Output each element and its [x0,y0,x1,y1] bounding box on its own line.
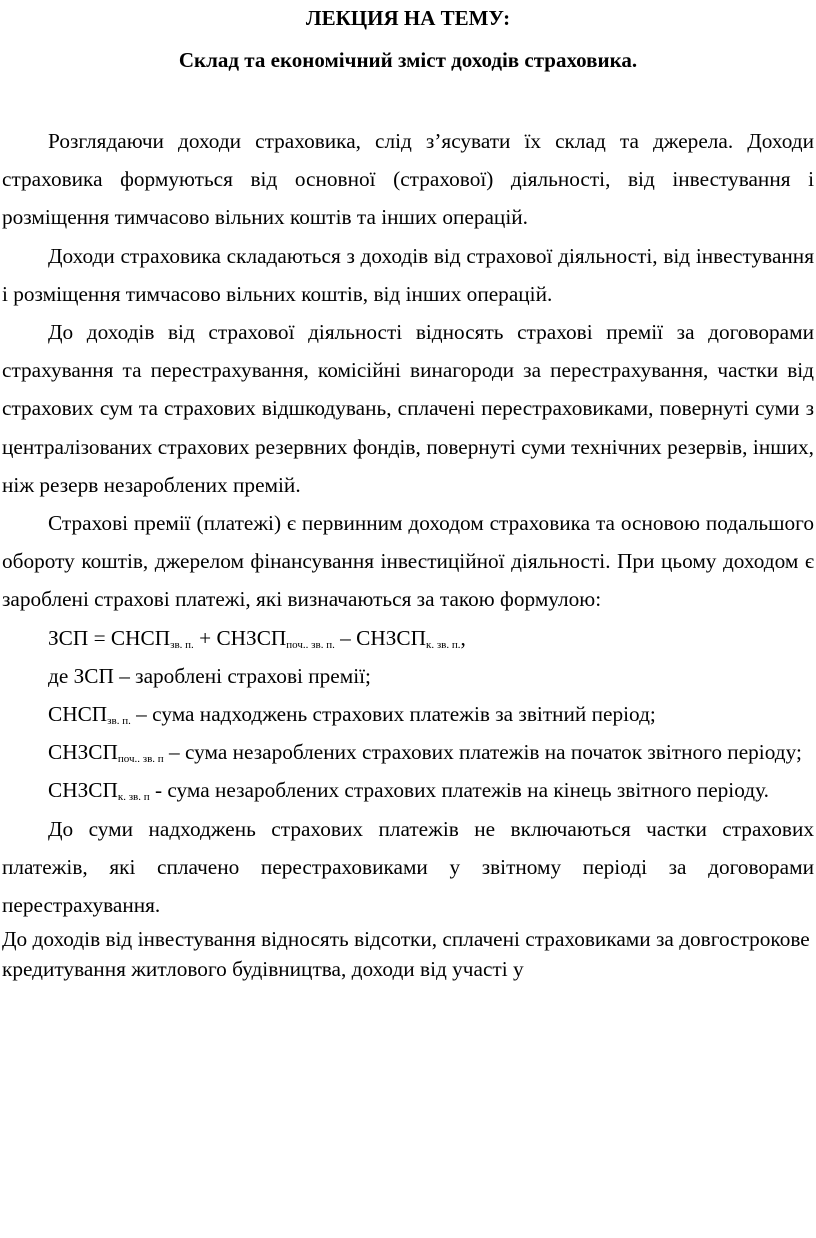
paragraph-2: Доходи страховика складаються з доходів від страхової діяльності, від інвестування і розміщення тимчасово вільних коштів, від інших операцій. [2,243,814,306]
formula-plus: + СНЗСП [193,625,287,650]
paragraph-1: Розглядаючи доходи страховика, слід з’ясувати їх склад та джерела. Доходи страховика формуються від основної (страхової) діяльності, від інвестування і розміщення тимчасово вільних коштів та інших операцій. [2,129,814,230]
definition-4 [2,771,814,809]
definition-3 [2,733,814,771]
definition-2-text: – сума надходжень страхових платежів за звітний період; [130,702,656,727]
lecture-subtitle: Склад та економічний зміст доходів страховика. [178,48,638,72]
formula-zsp: ЗСП = СНСП [48,625,171,650]
definition-3-term: СНЗСП [48,740,118,765]
formula-line [2,619,814,657]
definition-3-sub: поч.. зв. п [117,753,164,766]
formula-sub-1: зв. п. [170,638,194,651]
formula-sub-2: поч.. зв. п. [286,638,335,651]
definition-2-sub: зв. п. [107,715,131,728]
definition-2 [2,695,814,733]
paragraph-3: До доходів від страхової діяльності відносять страхові премії за договорами страхування та перестрахування, комісійні винагороди за перестрахування, частки від страхових сум та страхових відшкодувань, сплачені перестраховиками, повернуті суми з централізованих страхових резервних фондів, повернуті суми технічних резервів, інших, ніж резерв незароблених премій. [2,320,814,497]
paragraph-5: До суми надходжень страхових платежів не включаються частки страхових платежів, які сплачено перестраховиками у звітному періоді за договорами перестрахування. [2,816,814,918]
definition-4-sub: к. зв. п [117,791,150,804]
formula-end: , [460,625,466,650]
paragraph-6: До доходів від інвестування відносять відсотки, сплачені страховиками за довгострокове кредитування житлового будівництва, доходи від участі у [2,927,810,982]
paragraph-4: Страхові премії (платежі) є первинним доходом страховика та основою подальшого обороту коштів, джерелом фінансування інвестиційної діяльності. При цьому доходом є зароблені страхові платежі, які визначаються за такою формулою: [2,511,814,612]
lecture-title: ЛЕКЦИЯ НА ТЕМУ: [305,6,511,30]
definition-2-term: СНСП [48,702,108,727]
definition-3-text: – сума незароблених страхових платежів на початок звітного періоду; [163,740,802,765]
formula-minus: – СНЗСП [334,625,426,650]
definition-4-term: СНЗСП [48,778,118,803]
definition-1: де ЗСП – зароблені страхові премії; [48,663,371,688]
formula-sub-3: к. зв. п. [425,638,461,651]
definition-4-text: - сума незароблених страхових платежів на кінець звітного періоду. [149,778,769,803]
document-body [2,122,814,984]
